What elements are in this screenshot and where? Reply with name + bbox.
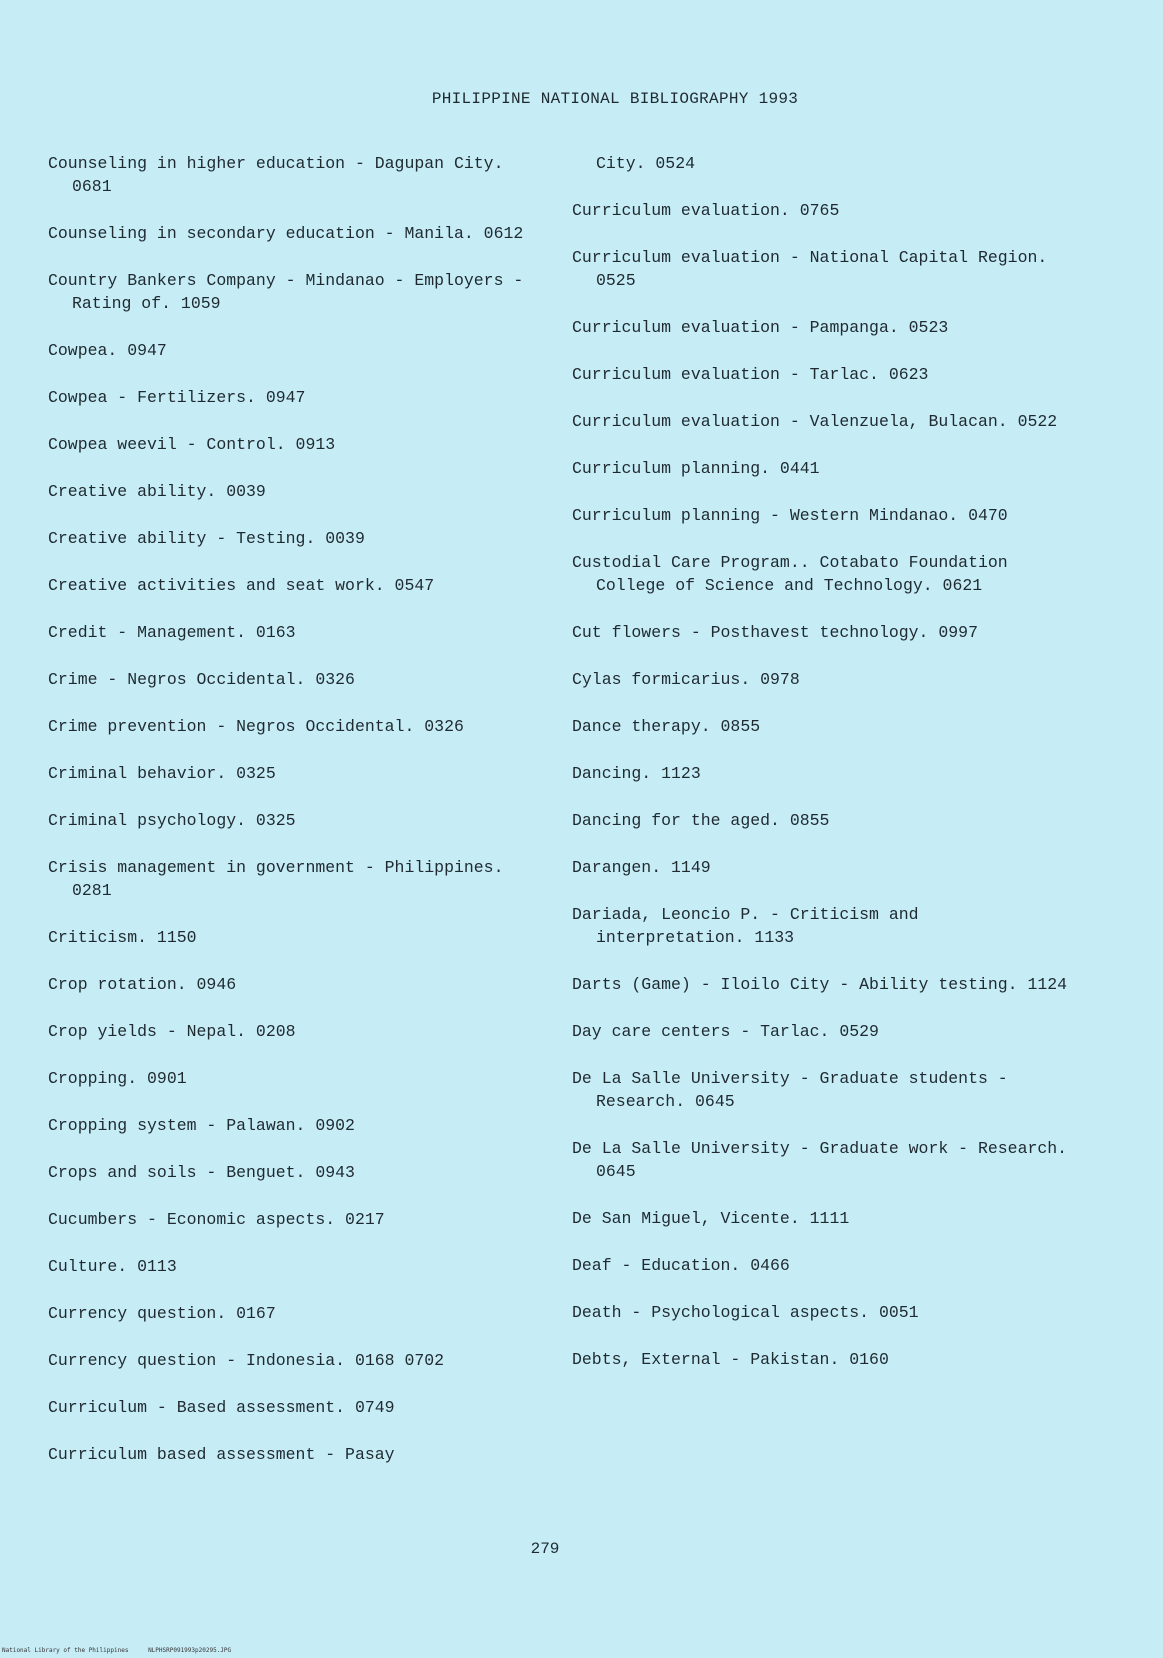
index-entry: Cut flowers - Posthavest technology. 0997: [572, 623, 978, 642]
index-entry: Criminal psychology. 0325: [48, 811, 296, 830]
index-entry: Cropping system - Palawan. 0902: [48, 1116, 355, 1135]
index-entry: Counseling in higher education - Dagupan City. 0681: [48, 154, 504, 196]
index-entry: Creative ability. 0039: [48, 482, 266, 501]
index-entry: Creative ability - Testing. 0039: [48, 529, 365, 548]
index-entry: Custodial Care Program.. Cotabato Foundation College of Science and Technology. 0621: [572, 553, 1008, 595]
index-entry: Dance therapy. 0855: [572, 717, 761, 736]
index-entry: Curriculum evaluation - Tarlac. 0623: [572, 365, 929, 384]
index-entry: De La Salle University - Graduate students - Research. 0645: [572, 1069, 1008, 1111]
index-entry-continuation: City. 0524: [596, 154, 696, 173]
index-entry: Curriculum - Based assessment. 0749: [48, 1398, 395, 1417]
index-entry: Dancing for the aged. 0855: [572, 811, 830, 830]
index-entry: Curriculum evaluation - Pampanga. 0523: [572, 318, 949, 337]
index-entry: Curriculum evaluation - Valenzuela, Bulacan. 0522: [572, 412, 1058, 431]
index-entry: Criticism. 1150: [48, 928, 197, 947]
library-name: National Library of the Philippines: [2, 1647, 129, 1654]
index-entry: Darts (Game) - Iloilo City - Ability testing. 1124: [572, 975, 1068, 994]
index-entry: Crops and soils - Benguet. 0943: [48, 1163, 355, 1182]
index-entry: Death - Psychological aspects. 0051: [572, 1303, 919, 1322]
index-entry: Dariada, Leoncio P. - Criticism and interpretation. 1133: [572, 905, 919, 947]
index-entry: Darangen. 1149: [572, 858, 711, 877]
index-entry: Curriculum planning - Western Mindanao. 0470: [572, 506, 1008, 525]
index-column-left: [48, 152, 548, 1490]
page-number: 279: [530, 1540, 560, 1558]
index-entry: Crime prevention - Negros Occidental. 0326: [48, 717, 464, 736]
index-entry: Cowpea. 0947: [48, 341, 167, 360]
index-entry: Cucumbers - Economic aspects. 0217: [48, 1210, 385, 1229]
index-entry: Currency question. 0167: [48, 1304, 276, 1323]
index-entry: Country Bankers Company - Mindanao - Employers - Rating of. 1059: [48, 271, 524, 313]
index-entry: Credit - Management. 0163: [48, 623, 296, 642]
index-column-right: [572, 152, 1072, 1395]
page-title: PHILIPPINE NATIONAL BIBLIOGRAPHY 1993: [431, 90, 799, 108]
index-entry: Debts, External - Pakistan. 0160: [572, 1350, 889, 1369]
index-entry: Crisis management in government - Philippines. 0281: [48, 858, 504, 900]
index-entry: Curriculum based assessment - Pasay: [48, 1445, 395, 1464]
index-entry: Cowpea - Fertilizers. 0947: [48, 388, 306, 407]
index-entry: Crime - Negros Occidental. 0326: [48, 670, 355, 689]
index-entry: Deaf - Education. 0466: [572, 1256, 790, 1275]
scan-footer: [2, 1647, 247, 1654]
index-entry: Curriculum evaluation. 0765: [572, 201, 840, 220]
index-entry: De La Salle University - Graduate work - Research. 0645: [572, 1139, 1068, 1181]
index-entry: Currency question - Indonesia. 0168 0702: [48, 1351, 445, 1370]
index-entry: De San Miguel, Vicente. 1111: [572, 1209, 850, 1228]
index-entry: Curriculum planning. 0441: [572, 459, 820, 478]
index-entry: Criminal behavior. 0325: [48, 764, 276, 783]
index-entry: Cylas formicarius. 0978: [572, 670, 800, 689]
index-entry: Day care centers - Tarlac. 0529: [572, 1022, 879, 1041]
file-name: NLPHSRP091993p20295.JPG: [148, 1647, 232, 1654]
index-entry: Dancing. 1123: [572, 764, 701, 783]
index-entry: Crop yields - Nepal. 0208: [48, 1022, 296, 1041]
index-entry: Counseling in secondary education - Manila. 0612: [48, 224, 524, 243]
index-entry: Crop rotation. 0946: [48, 975, 237, 994]
index-entry: Culture. 0113: [48, 1257, 177, 1276]
index-entry: Creative activities and seat work. 0547: [48, 576, 435, 595]
index-entry: Cowpea weevil - Control. 0913: [48, 435, 336, 454]
index-entry: Cropping. 0901: [48, 1069, 187, 1088]
index-entry: Curriculum evaluation - National Capital Region. 0525: [572, 248, 1048, 290]
